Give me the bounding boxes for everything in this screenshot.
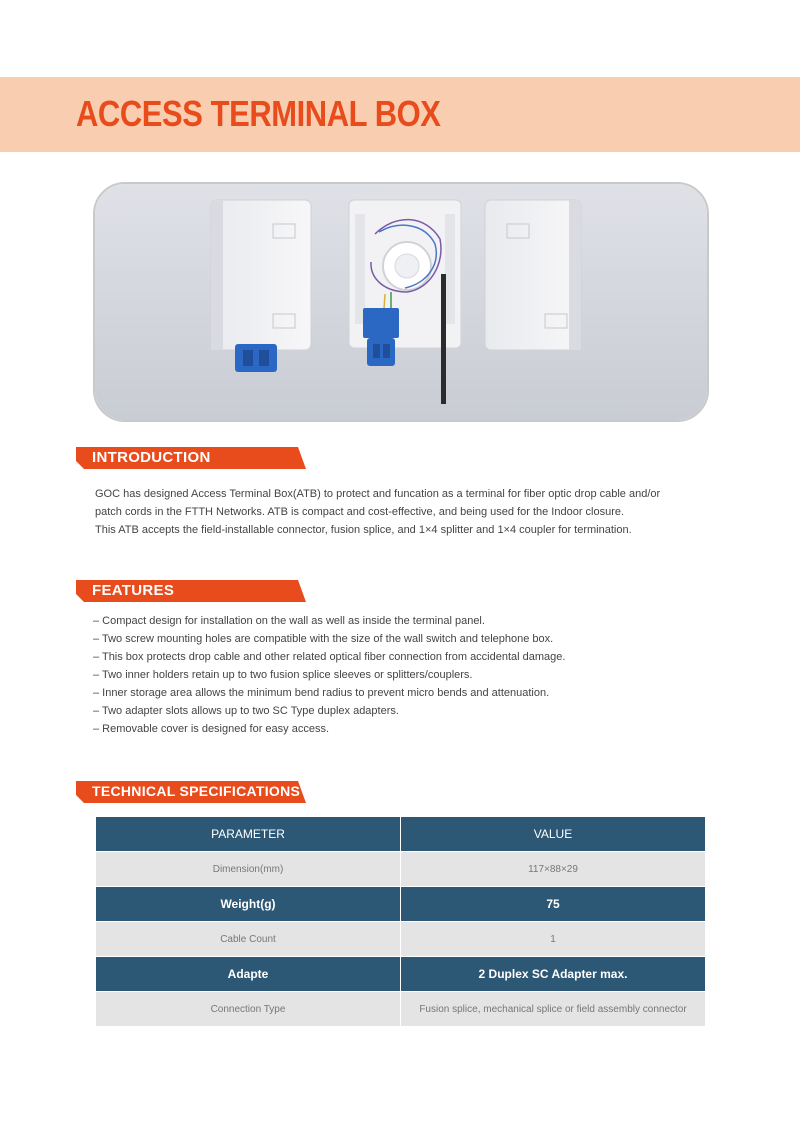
feature-item: – Inner storage area allows the minimum bend radius to prevent micro bends and attenuation. [93, 687, 550, 699]
features-list [93, 612, 713, 738]
feature-item: – Two adapter slots allows up to two SC Type duplex adapters. [93, 705, 399, 717]
value-cell: 2 Duplex SC Adapter max. [401, 957, 706, 992]
product-photo [93, 182, 709, 422]
product-photo-illustration [95, 184, 707, 420]
column-header-parameter: PARAMETER [96, 817, 401, 852]
parameter-cell: Weight(g) [96, 887, 401, 922]
introduction-line: patch cords in the FTTH Networks. ATB is compact and cost-effective, and being used for the Indoor closure. [95, 506, 625, 518]
value-cell: Fusion splice, mechanical splice or field assembly connector [401, 992, 706, 1027]
introduction-line: GOC has designed Access Terminal Box(ATB) to protect and funcation as a terminal for fiber optic drop cable and/or [95, 488, 661, 500]
spec-table [95, 816, 706, 1027]
table-header-row [96, 817, 706, 852]
feature-item: – Two screw mounting holes are compatible with the size of the wall switch and telephone box. [93, 633, 554, 645]
introduction-line: This ATB accepts the field-installable connector, fusion splice, and 1×4 splitter and 1×4 coupler for termination. [95, 524, 632, 536]
introduction-text [95, 485, 710, 539]
table-row [96, 992, 706, 1027]
column-header-value: VALUE [401, 817, 706, 852]
table-row [96, 887, 706, 922]
feature-item: – This box protects drop cable and other related optical fiber connection from accidental damage. [93, 651, 566, 663]
parameter-cell: Cable Count [96, 922, 401, 957]
section-title-features: FEATURES [92, 582, 175, 599]
parameter-cell: Adapte [96, 957, 401, 992]
table-row [96, 852, 706, 887]
section-title-introduction: INTRODUCTION [92, 449, 211, 466]
value-cell: 1 [401, 922, 706, 957]
parameter-cell: Dimension(mm) [96, 852, 401, 887]
section-title-technical: TECHNICAL SPECIFICATIONS [92, 783, 301, 799]
feature-item: – Two inner holders retain up to two fusion splice sleeves or splitters/couplers. [93, 669, 473, 681]
value-cell: 117×88×29 [401, 852, 706, 887]
page-title: ACCESS TERMINAL BOX [76, 93, 441, 134]
feature-item: – Removable cover is designed for easy access. [93, 723, 330, 735]
table-row [96, 957, 706, 992]
feature-item: – Compact design for installation on the wall as well as inside the terminal panel. [93, 615, 485, 627]
value-cell: 75 [401, 887, 706, 922]
parameter-cell: Connection Type [96, 992, 401, 1027]
table-row [96, 922, 706, 957]
